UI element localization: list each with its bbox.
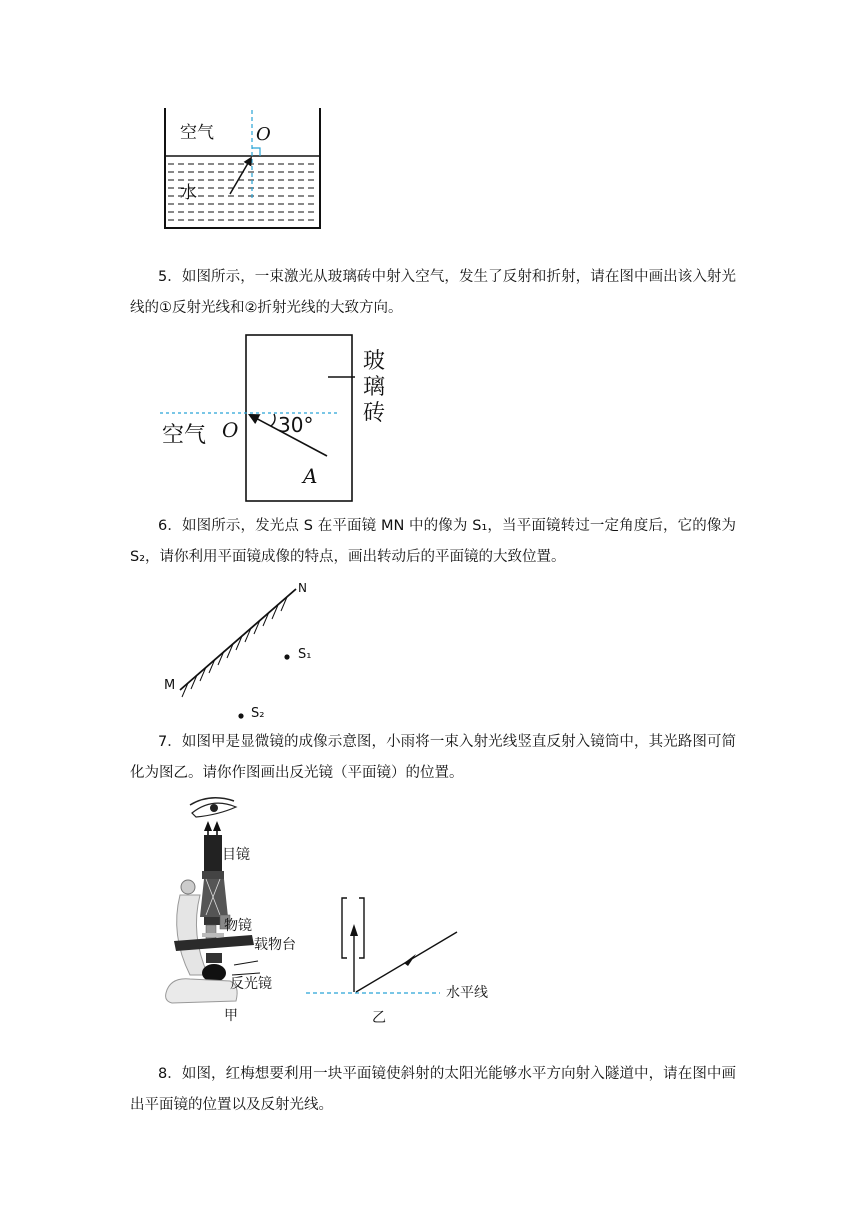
- label-angle: 30°: [278, 413, 314, 437]
- label-air: 空气: [162, 423, 207, 448]
- label-o: O: [222, 418, 239, 442]
- incident-ray: [230, 158, 251, 194]
- question-7-text: 7．如图甲是显微镜的成像示意图，小雨将一束入射光线竖直反射入镜筒中，其光路图可简化为图乙。请你作图画出反光镜（平面镜）的位置。: [130, 734, 736, 781]
- tube-left: [342, 898, 347, 958]
- label-air: 空气: [180, 123, 214, 143]
- label-m: M: [164, 678, 176, 693]
- figure-plane-mirror: [150, 576, 370, 726]
- angle-arc: [271, 414, 275, 426]
- label-glass-2: 璃: [363, 375, 386, 400]
- figure-light-path: [300, 890, 520, 1030]
- point-s2: [238, 713, 243, 718]
- label-jia: 甲: [224, 1008, 238, 1024]
- label-a: A: [303, 464, 318, 488]
- figure-water-container: [150, 100, 350, 240]
- point-s1: [284, 654, 289, 659]
- label-horizontal: 水平线: [446, 985, 488, 1001]
- label-mirror: 反光镜: [230, 976, 272, 992]
- label-s1: S₁: [298, 647, 312, 662]
- mirror-hatching: [182, 597, 287, 697]
- eyepiece-tube: [204, 835, 222, 875]
- mirror-line-MN: [180, 589, 296, 690]
- figure-glass-brick: [150, 330, 410, 510]
- figure-microscope: [160, 795, 320, 1025]
- label-glass-1: 玻: [363, 349, 386, 374]
- question-5-text: 5．如图所示，一束激光从玻璃砖中射入空气，发生了反射和折射，请在图中画出该入射光线的①反射光线和②折射光线的大致方向。: [130, 269, 736, 316]
- right-angle-mark: [252, 148, 260, 156]
- question-8-text: 8．如图，红梅想要利用一块平面镜使斜射的太阳光能够水平方向射入隧道中，请在图中画出平面镜的位置以及反射光线。: [130, 1066, 736, 1113]
- tube-right: [359, 898, 364, 958]
- eye-icon: [190, 798, 236, 817]
- label-glass-3: 砖: [363, 401, 386, 426]
- base: [166, 979, 238, 1003]
- label-stage: 载物台: [254, 937, 296, 953]
- question-6-text: 6．如图所示，发光点 S 在平面镜 MN 中的像为 S₁，当平面镜转过一定角度后，它的像为 S₂，请你利用平面镜成像的特点，画出转动后的平面镜的大致位置。: [130, 518, 736, 565]
- label-water: 水: [180, 183, 197, 203]
- label-n: N: [298, 581, 307, 595]
- label-eyepiece: 目镜: [222, 847, 250, 863]
- label-o: O: [256, 124, 271, 145]
- label-objective: 物镜: [224, 918, 252, 934]
- label-yi: 乙: [372, 1010, 386, 1026]
- label-s2: S₂: [251, 706, 265, 721]
